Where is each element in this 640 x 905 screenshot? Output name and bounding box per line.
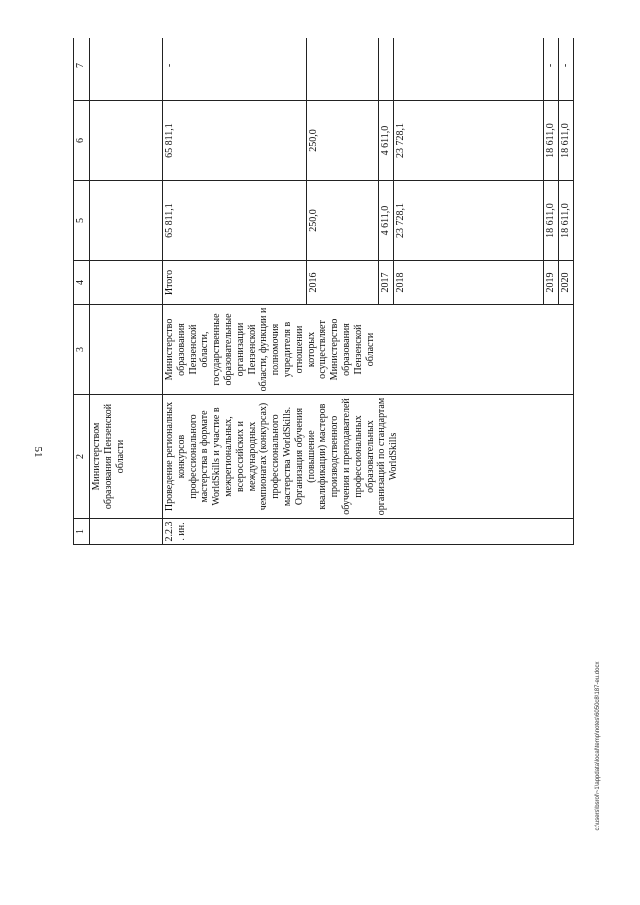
year-cell: 2018 xyxy=(394,261,544,305)
header-col-1: 1 xyxy=(74,519,90,545)
header-col-3: 3 xyxy=(74,305,90,395)
header-row xyxy=(74,38,90,545)
header-col-4: 4 xyxy=(74,261,90,305)
responsible-executor: Министерство образования Пензенской области, государственные образовательные организации Пензенской области, функции и полномочия учредителя в отношении которых осуществляет Министерство образования Пензенской области xyxy=(163,305,574,395)
federal-budget: - xyxy=(544,38,559,101)
total-amount: 18 611,0 xyxy=(559,181,574,261)
file-path-footer: c:\users\bsrol\~1\appdata\local\temp\notes\6050c8\187-eu.docx xyxy=(595,661,601,831)
regional-budget: 250,0 xyxy=(307,101,379,181)
total-amount: 4 611,0 xyxy=(379,181,394,261)
total-amount: 65 811,1 xyxy=(163,181,307,261)
federal-budget xyxy=(394,38,544,101)
total-amount: 23 728,1 xyxy=(394,181,544,261)
table-row xyxy=(163,38,307,545)
row-number: 2.2.3. ин. xyxy=(163,519,574,545)
header-col-6: 6 xyxy=(74,101,90,181)
year-cell: 2017 xyxy=(379,261,394,305)
continuation-row xyxy=(90,38,163,545)
regional-budget: 4 611,0 xyxy=(379,101,394,181)
regional-budget: 18 611,0 xyxy=(544,101,559,181)
regional-budget: 65 811,1 xyxy=(163,101,307,181)
federal-budget: - xyxy=(163,38,307,101)
year-cell: Итого xyxy=(163,261,307,305)
regional-budget: 18 611,0 xyxy=(559,101,574,181)
header-col-5: 5 xyxy=(74,181,90,261)
total-amount: 250,0 xyxy=(307,181,379,261)
program-table-wrapper xyxy=(73,38,580,545)
header-col-2: 2 xyxy=(74,395,90,519)
year-cell: 2019 xyxy=(544,261,559,305)
header-col-7: 7 xyxy=(74,38,90,101)
continuation-executor: Министерством образования Пензенской области xyxy=(90,395,163,519)
total-amount: 18 611,0 xyxy=(544,181,559,261)
program-activity-table xyxy=(73,38,574,545)
federal-budget xyxy=(307,38,379,101)
federal-budget xyxy=(379,38,394,101)
federal-budget: - xyxy=(559,38,574,101)
rotated-page-area xyxy=(73,38,580,865)
activity-name: Проведение регионалных конкурсов профессионального мастерства в формате WorldSkills и участие в межрегиональных, всероссийских и международных чемпионатах (конкурсах) профессионального мастерства WorldSkills. Организация обучения (повышение квалификации) мастеров производственного обучения и преподавателей профессиональных образовательных организаций по стандартам WorldSkills xyxy=(163,395,574,519)
page-number: 51 xyxy=(32,446,44,458)
year-cell: 2020 xyxy=(559,261,574,305)
regional-budget: 23 728,1 xyxy=(394,101,544,181)
year-cell: 2016 xyxy=(307,261,379,305)
